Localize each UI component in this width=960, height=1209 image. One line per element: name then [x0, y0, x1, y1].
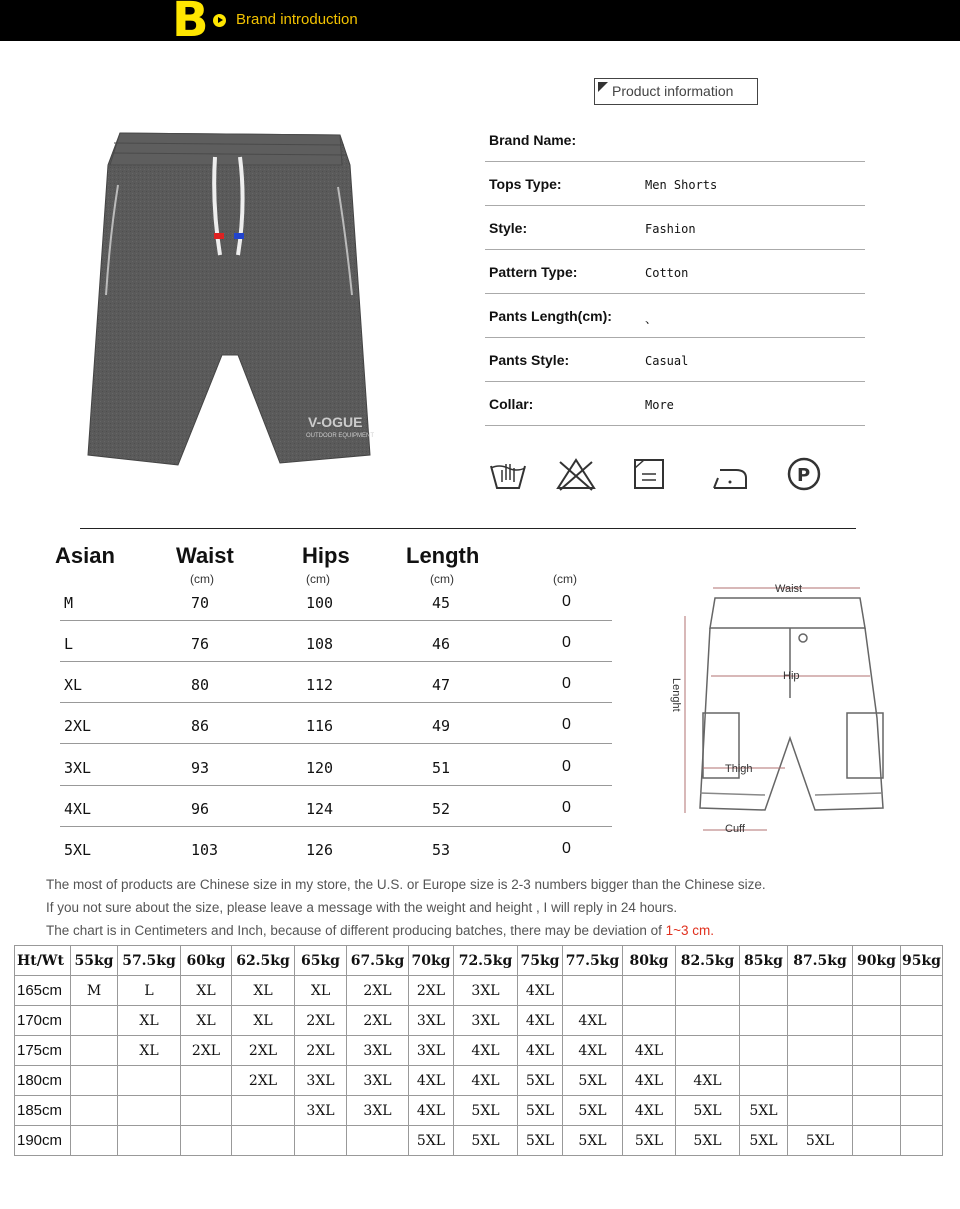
size-cell: 47: [432, 676, 451, 694]
hw-size-cell: 2XL: [295, 1036, 347, 1066]
diagram-length-label: Lenght: [670, 678, 682, 712]
hw-height-cell: 180cm: [15, 1066, 71, 1096]
hw-size-cell: [740, 1036, 788, 1066]
spec-label: Pants Length(cm):: [489, 308, 612, 324]
hw-row: [15, 976, 943, 1006]
hw-size-cell: 3XL: [295, 1066, 347, 1096]
size-chart-row: [60, 786, 612, 827]
size-chart-unit: (cm): [553, 572, 577, 586]
size-cell: 0: [562, 758, 571, 775]
hw-size-cell: 5XL: [788, 1126, 853, 1156]
hw-size-cell: 5XL: [454, 1096, 518, 1126]
spec-row-brand: [485, 118, 865, 162]
size-chart-row: [60, 580, 612, 621]
section-divider: [80, 528, 856, 529]
hw-weight-header: 65kg: [295, 946, 347, 976]
hw-height-cell: 165cm: [15, 976, 71, 1006]
hw-size-cell: 2XL: [232, 1066, 295, 1096]
size-cell: 4XL: [64, 800, 92, 818]
hw-size-cell: 4XL: [454, 1036, 518, 1066]
hw-size-cell: [295, 1126, 347, 1156]
diagram-waist-label: Waist: [775, 583, 803, 595]
measurement-diagram: [655, 568, 915, 853]
spec-label: Style:: [489, 220, 528, 236]
size-cell: 93: [191, 759, 210, 777]
hw-size-cell: [901, 1066, 943, 1096]
note-deviation: 1~3 cm.: [665, 923, 715, 938]
spec-row-tops-type: [485, 162, 865, 206]
hw-weight-header: 95kg: [901, 946, 943, 976]
no-bleach-icon: [554, 456, 598, 492]
hw-size-cell: XL: [118, 1036, 181, 1066]
size-cell: 5XL: [64, 841, 92, 859]
hw-size-cell: [901, 1126, 943, 1156]
size-cell: 0: [562, 634, 571, 651]
product-logo: V-OGUE: [308, 414, 363, 430]
spec-value: Fashion: [645, 222, 696, 236]
hw-row: [15, 1096, 943, 1126]
size-chart-header-asian: Asian: [55, 543, 115, 568]
hw-weight-header: 62.5kg: [232, 946, 295, 976]
spec-value: Men Shorts: [645, 178, 718, 192]
hw-size-cell: [740, 1066, 788, 1096]
hand-wash-icon: [488, 456, 528, 492]
product-info-badge: [594, 78, 758, 105]
hw-weight-header: 87.5kg: [788, 946, 853, 976]
spec-label: Pattern Type:: [489, 264, 578, 280]
hw-size-cell: 3XL: [347, 1096, 409, 1126]
size-cell: 126: [306, 841, 334, 859]
hw-size-cell: L: [118, 976, 181, 1006]
hw-size-cell: 5XL: [518, 1126, 563, 1156]
hw-size-cell: [181, 1066, 232, 1096]
note-line-2: If you not sure about the size, please leave a message with the weight and height , I will reply in 24 hours.: [46, 900, 678, 915]
hw-size-cell: 5XL: [563, 1066, 623, 1096]
note-line-3: [46, 923, 714, 938]
hw-size-cell: XL: [295, 976, 347, 1006]
hw-size-cell: [118, 1096, 181, 1126]
spec-label: Collar:: [489, 396, 534, 412]
size-cell: L: [64, 635, 74, 653]
hw-size-cell: 5XL: [740, 1126, 788, 1156]
hw-size-cell: XL: [118, 1006, 181, 1036]
hw-weight-header: 72.5kg: [454, 946, 518, 976]
hw-size-cell: XL: [232, 1006, 295, 1036]
size-cell: 100: [306, 594, 334, 612]
hw-size-cell: [676, 1006, 740, 1036]
size-chart-unit: (cm): [306, 572, 330, 586]
note-line-1: The most of products are Chinese size in my store, the U.S. or Europe size is 2-3 numbers bigger than the Chinese size.: [46, 877, 766, 892]
dry-clean-p-icon: [786, 456, 822, 492]
size-cell: 0: [562, 675, 571, 692]
spec-value: More: [645, 398, 674, 412]
diagram-thigh-label: Thigh: [725, 763, 753, 775]
hw-size-cell: XL: [181, 1006, 232, 1036]
spec-row-collar: [485, 382, 865, 426]
product-info-badge-label: Product information: [612, 83, 734, 99]
hw-size-cell: [232, 1126, 295, 1156]
hw-size-cell: 5XL: [409, 1126, 454, 1156]
hw-size-cell: 4XL: [409, 1096, 454, 1126]
hw-size-cell: XL: [232, 976, 295, 1006]
hw-weight-header: 60kg: [181, 946, 232, 976]
hw-size-cell: 3XL: [295, 1096, 347, 1126]
svg-text:P: P: [797, 465, 811, 486]
diagram-cuff-label: Cuff: [725, 823, 745, 835]
hw-size-cell: 3XL: [409, 1006, 454, 1036]
hw-size-cell: [347, 1126, 409, 1156]
play-circle-icon: [213, 14, 226, 27]
size-cell: XL: [64, 676, 83, 694]
care-icons: [488, 456, 828, 496]
hw-size-cell: [623, 976, 676, 1006]
hw-size-cell: 5XL: [454, 1126, 518, 1156]
size-cell: 116: [306, 717, 334, 735]
hw-size-cell: M: [71, 976, 118, 1006]
hw-weight-header: 77.5kg: [563, 946, 623, 976]
hw-size-cell: [71, 1096, 118, 1126]
hw-size-cell: [740, 976, 788, 1006]
size-chart-row: [60, 662, 612, 703]
hw-height-cell: 190cm: [15, 1126, 71, 1156]
hw-size-cell: [901, 1096, 943, 1126]
hw-size-cell: 2XL: [295, 1006, 347, 1036]
hw-height-cell: 175cm: [15, 1036, 71, 1066]
hw-size-cell: [71, 1036, 118, 1066]
hw-size-cell: [901, 1006, 943, 1036]
hw-size-cell: 4XL: [454, 1066, 518, 1096]
hw-size-cell: [232, 1096, 295, 1126]
hw-size-cell: 4XL: [518, 1036, 563, 1066]
hw-size-cell: 4XL: [409, 1066, 454, 1096]
size-cell: 52: [432, 800, 451, 818]
tumble-dry-icon: [632, 456, 666, 492]
spec-value: Casual: [645, 354, 689, 368]
hw-size-cell: [676, 1036, 740, 1066]
hw-row: [15, 1006, 943, 1036]
size-chart-unit: (cm): [430, 572, 454, 586]
hw-size-cell: 4XL: [518, 976, 563, 1006]
size-chart-row: [60, 827, 612, 868]
hw-row: [15, 1126, 943, 1156]
hw-size-cell: 5XL: [676, 1126, 740, 1156]
hw-header-row: [15, 946, 943, 976]
size-chart-header-hips: Hips: [302, 543, 350, 568]
hw-weight-header: 57.5kg: [118, 946, 181, 976]
size-cell: 124: [306, 800, 334, 818]
iron-icon: [710, 456, 750, 492]
hw-weight-header: 75kg: [518, 946, 563, 976]
hw-size-cell: [788, 976, 853, 1006]
size-cell: 70: [191, 594, 210, 612]
hw-size-cell: [853, 1066, 901, 1096]
size-cell: 108: [306, 635, 334, 653]
size-cell: 0: [562, 593, 571, 610]
size-cell: 86: [191, 717, 210, 735]
hw-weight-header: 82.5kg: [676, 946, 740, 976]
hw-corner: Ht/Wt: [15, 946, 71, 976]
size-cell: 76: [191, 635, 210, 653]
hw-size-cell: [788, 1096, 853, 1126]
hw-size-cell: [118, 1126, 181, 1156]
hw-size-cell: [901, 1036, 943, 1066]
spec-label: Pants Style:: [489, 352, 570, 368]
hw-size-cell: [788, 1006, 853, 1036]
hw-size-cell: 2XL: [181, 1036, 232, 1066]
hw-size-cell: 5XL: [518, 1066, 563, 1096]
hw-size-cell: [740, 1006, 788, 1036]
hw-size-cell: 2XL: [409, 976, 454, 1006]
hw-weight-header: 70kg: [409, 946, 454, 976]
size-cell: 3XL: [64, 759, 92, 777]
size-cell: 49: [432, 717, 451, 735]
spec-label: Brand Name:: [489, 132, 577, 148]
hw-size-cell: [181, 1126, 232, 1156]
header-bar: [0, 0, 960, 48]
hw-size-cell: 4XL: [563, 1036, 623, 1066]
hw-weight-header: 55kg: [71, 946, 118, 976]
hw-size-cell: 5XL: [563, 1126, 623, 1156]
hw-size-cell: [788, 1066, 853, 1096]
hw-size-cell: 4XL: [623, 1036, 676, 1066]
spec-row-pants-length: [485, 294, 865, 338]
hw-size-cell: 4XL: [676, 1066, 740, 1096]
hw-size-cell: 3XL: [454, 976, 518, 1006]
hw-size-cell: XL: [181, 976, 232, 1006]
size-cell: 112: [306, 676, 334, 694]
hw-size-cell: 4XL: [518, 1006, 563, 1036]
hw-size-cell: [71, 1006, 118, 1036]
hw-size-cell: 5XL: [518, 1096, 563, 1126]
hw-size-cell: 5XL: [623, 1126, 676, 1156]
note-line-3-text: The chart is in Centimeters and Inch, because of different producing batches, there may be deviation of: [46, 923, 666, 938]
hw-size-cell: [853, 1096, 901, 1126]
spec-row-style: [485, 206, 865, 250]
size-cell: 51: [432, 759, 451, 777]
height-weight-table: [14, 945, 943, 1156]
hw-height-cell: 185cm: [15, 1096, 71, 1126]
size-chart-row: [60, 703, 612, 744]
corner-triangle-icon: [598, 82, 608, 92]
hw-size-cell: 2XL: [347, 976, 409, 1006]
hw-height-cell: 170cm: [15, 1006, 71, 1036]
size-chart-header-length: Length: [406, 543, 480, 568]
hw-size-cell: [623, 1006, 676, 1036]
size-cell: 2XL: [64, 717, 92, 735]
hw-size-cell: [676, 976, 740, 1006]
size-cell: 53: [432, 841, 451, 859]
spec-row-pattern-type: [485, 250, 865, 294]
hw-row: [15, 1036, 943, 1066]
hw-weight-header: 85kg: [740, 946, 788, 976]
size-cell: 80: [191, 676, 210, 694]
size-cell: 45: [432, 594, 451, 612]
size-cell: 0: [562, 799, 571, 816]
hw-size-cell: [853, 1036, 901, 1066]
hw-size-cell: [71, 1066, 118, 1096]
hw-size-cell: 2XL: [232, 1036, 295, 1066]
hw-size-cell: 3XL: [347, 1036, 409, 1066]
hw-size-cell: [853, 1006, 901, 1036]
product-logo-sub: OUTDOOR EQUIPMENT: [306, 433, 375, 439]
size-cell: M: [64, 594, 74, 612]
hw-size-cell: [853, 976, 901, 1006]
spec-row-pants-style: [485, 338, 865, 382]
hw-row: [15, 1066, 943, 1096]
size-chart-row: [60, 745, 612, 786]
size-cell: 103: [191, 841, 219, 859]
hw-size-cell: 2XL: [347, 1006, 409, 1036]
hw-size-cell: [563, 976, 623, 1006]
hw-size-cell: 3XL: [347, 1066, 409, 1096]
size-cell: 0: [562, 840, 571, 857]
hw-size-cell: [181, 1096, 232, 1126]
hw-size-cell: [853, 1126, 901, 1156]
spec-label: Tops Type:: [489, 176, 562, 192]
size-chart-header-waist: Waist: [176, 543, 234, 568]
hw-size-cell: 5XL: [563, 1096, 623, 1126]
hw-size-cell: [788, 1036, 853, 1066]
hw-size-cell: 5XL: [676, 1096, 740, 1126]
hw-size-cell: 3XL: [409, 1036, 454, 1066]
hw-size-cell: 5XL: [740, 1096, 788, 1126]
size-cell: 46: [432, 635, 451, 653]
hw-weight-header: 90kg: [853, 946, 901, 976]
hw-size-cell: 3XL: [454, 1006, 518, 1036]
spec-value: Cotton: [645, 266, 689, 280]
diagram-hip-label: Hip: [783, 670, 800, 682]
hw-weight-header: 67.5kg: [347, 946, 409, 976]
hw-weight-header: 80kg: [623, 946, 676, 976]
hw-size-cell: 4XL: [623, 1066, 676, 1096]
hw-size-cell: [901, 976, 943, 1006]
hw-size-cell: [71, 1126, 118, 1156]
header-letter: B: [172, 0, 209, 48]
size-chart-unit: (cm): [190, 572, 214, 586]
hw-size-cell: [118, 1066, 181, 1096]
size-cell: 96: [191, 800, 210, 818]
hw-size-cell: 4XL: [623, 1096, 676, 1126]
size-cell: 0: [562, 716, 571, 733]
header-title: Brand introduction: [236, 11, 358, 28]
product-image: [80, 125, 380, 475]
hw-size-cell: 4XL: [563, 1006, 623, 1036]
size-cell: 120: [306, 759, 334, 777]
size-chart-row: [60, 621, 612, 662]
spec-value: 、: [645, 312, 658, 326]
